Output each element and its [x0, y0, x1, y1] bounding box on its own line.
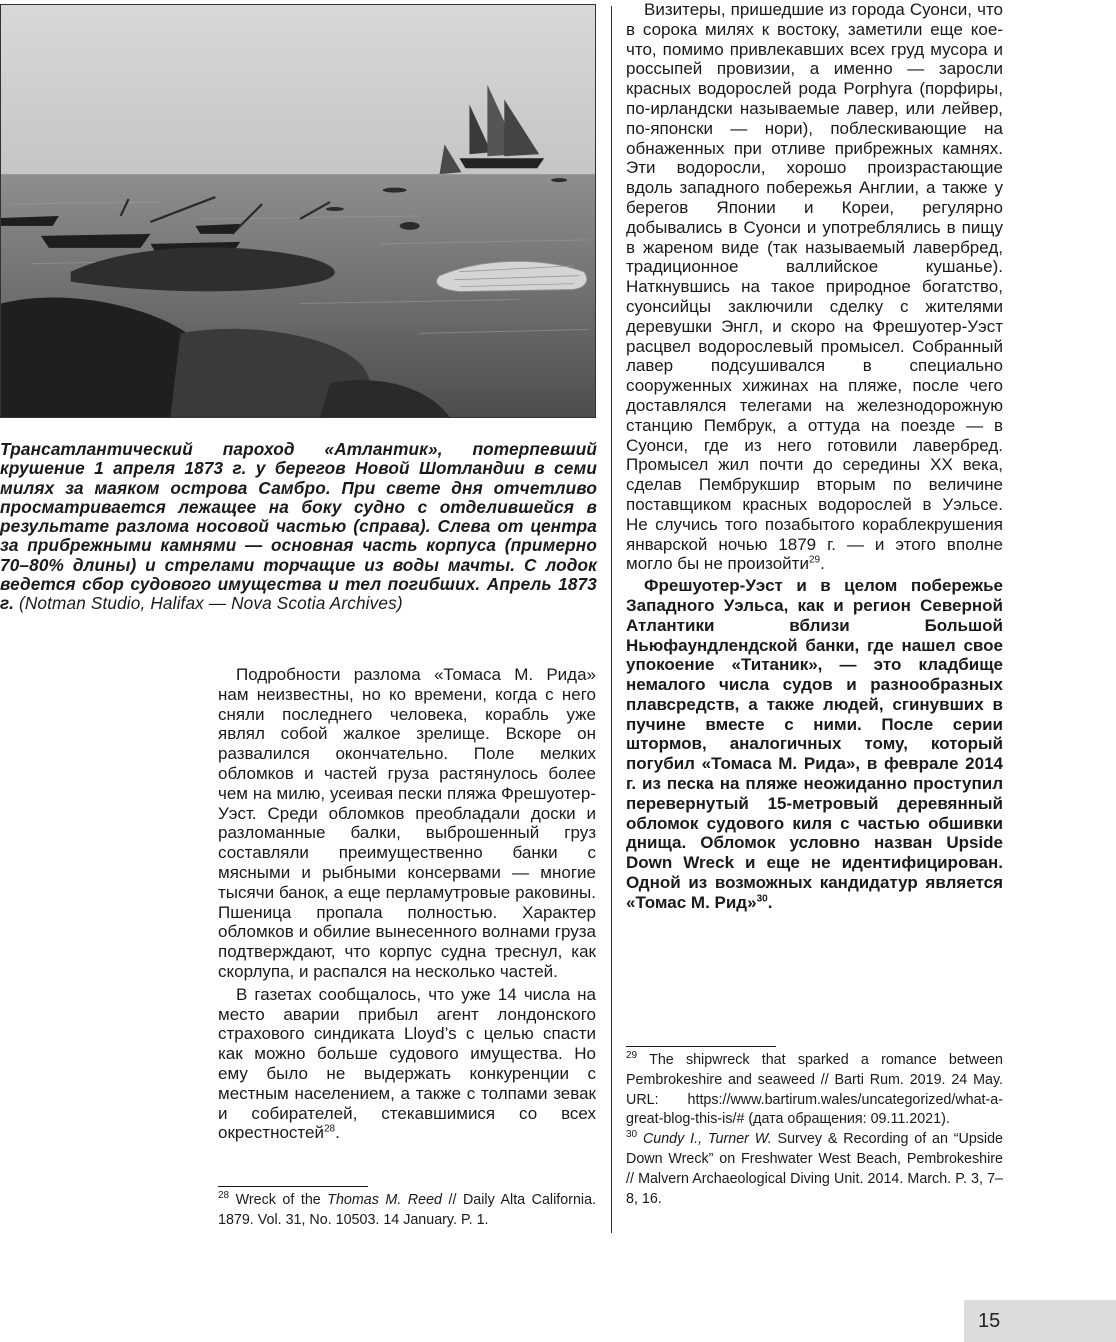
footnote-28-title: Thomas M. Reed	[327, 1192, 442, 1208]
page-number: 15	[964, 1300, 1116, 1342]
footnote-28-text-b: // Daily Alta California. 1879. Vol. 31, No. 10503. 14 January. P. 1.	[218, 1192, 597, 1228]
right-paragraph-2-text: Фрешуотер-Уэст и в целом побережье Западного Уэльса, как и регион Северной Атлантики вблизи Большой Ньюфаундлендской банки, где нашел свое упокоение «Титаник», — это кладбище немалого числа судов и разнообразных плавсредств, а также людей, сгинувших в пучине вместе с ними. После серии штормов, аналогичных тому, который погубил «Томаса М. Рида», в феврале 2014 г. из песка на пляже неожиданно проступил перевернутый 15-метровый деревянный обломок судового киля с частью обшивки днища. Обломок условно назван Upside Down Wreck и еще не идентифицирован. Одной из возможных кандидатур является «Томас М. Рид»	[626, 576, 1003, 912]
footnote-28-number: 28	[218, 1190, 230, 1202]
left-paragraph-2	[218, 985, 596, 1143]
footnote-ref-29[interactable]: 29	[808, 554, 821, 566]
left-paragraph-2-end: .	[335, 1123, 340, 1143]
right-paragraph-1-text: Визитеры, пришедшие из города Суонси, что в сорока милях к востоку, заметили еще кое-что, помимо привлекавших всех груд мусора и россыпей провизии, а именно — заросли красных водорослей рода Porphyra (порфиры, по-ирландски называемые лавер, или лейвер, по-японски — нори), поблескивающие на обнаженных при отливе прибрежных камнях. Эти водоросли, хорошо произрастающие вдоль западного побережья Англии, а также у берегов Японии и Кореи, регулярно добывались в Суонси и употреблялись в пищу в жареном виде (так называемый лавербред, традиционное валлийское кушанье). Наткнувшись на такое природное богатство, суонсийцы заключили сделку с жителями деревушки Энгл, и скоро на Фрешуотер-Уэст расцвел водорослевый промысел. Собранный лавер подсушивался в специально сооруженных хижинах на пляже, после чего доставлялся телегами на железнодорожную станцию Пембрук, а оттуда на поезде — в Суонси, где из него готовили лавербред. Промысел жил почти до середины XX века, сделав Пембрукшир вторым по величине поставщиком красных водорослей в Уэльсе. Не случись того позабытого кораблекрушения январской ночью 1879 г. — и этого вполне могло бы не произойти	[626, 0, 1003, 574]
footnote-30-text: Survey & Recording of an “Upside Down Wreck” on Freshwater West Beach, Pembrokeshire // Malvern Archaeological Diving Unit. 2014. March. P. 3, 7–8, 16.	[626, 1131, 1003, 1207]
photo-caption	[0, 440, 597, 614]
shipwreck-photo	[0, 4, 596, 418]
left-column	[218, 665, 596, 1143]
right-footnotes	[626, 1046, 1003, 1209]
right-paragraph-1-end: .	[820, 554, 825, 574]
left-paragraph-1: Подробности разлома «Томаса М. Рида» нам неизвестны, но ко времени, когда с него сняли последнего человека, корабль уже являл собой жалкое зрелище. Вскоре он развалился окончательно. Поле мелких обломков и частей груза растянулось более чем на милю, усеивая пески пляжа Фрешуотер-Уэст. Среди обломков преобладали доски и разломанные балки, выброшенный груз составляли преимущественно банки с мясными и рыбными консервами — многие тысячи банок, а еще перламутровые раковины. Пшеница пропала полностью. Характер обломков и обилие вынесенного волнами груза подтверждают, что корпус судна треснул, как скорлупа, и распался на несколько частей.	[218, 665, 596, 981]
footnote-ref-30[interactable]: 30	[756, 893, 768, 905]
column-divider	[611, 6, 612, 1233]
right-paragraph-2-end: .	[767, 892, 773, 912]
footnote-29-number: 29	[626, 1050, 638, 1062]
footnote-rule	[218, 1186, 368, 1187]
footnote-ref-28[interactable]: 28	[323, 1123, 336, 1135]
caption-credit: (Notman Studio, Halifax — Nova Scotia Archives)	[18, 593, 403, 614]
caption-text: Трансатлантический пароход «Атлантик», потерпевший крушение 1 апреля 1873 г. у берегов Новой Шотландии в семи милях за маяком острова Самбро. При свете дня отчетливо просматривается лежащее на боку судно с отделившейся в результате разлома носовой частью (справа). Слева от центра за прибрежными камнями — основная часть корпуса (примерно 70–80% длины) и стрелами торчащие из воды мачты. С лодок ведется сбор судового имущества и тел погибших. Апрель 1873 г.	[0, 439, 597, 614]
right-paragraph-1	[626, 0, 1003, 574]
footnote-28-text-a: Wreck of the	[229, 1192, 328, 1208]
shipwreck-photo-image	[1, 5, 595, 417]
footnote-rule-right	[626, 1046, 776, 1047]
footnote-30-number: 30	[626, 1129, 638, 1141]
sky	[1, 5, 595, 184]
footnote-30-authors: Cundy I., Turner W.	[637, 1131, 772, 1148]
right-column	[626, 0, 1003, 913]
left-paragraph-2-text: В газетах сообщалось, что уже 14 числа на место аварии прибыл агент лондонского страхового синдиката Lloyd’s с целью спасти как можно больше судового имущества. Но ему было не выдержать конкуренции с местным населением, а также с толпами зевак и собирателей, стекавшимися со всех окрестностей	[218, 984, 596, 1143]
footnote-29-text: The shipwreck that sparked a romance between Pembrokeshire and seaweed // Barti Rum. 2019. 24 May. URL: https://www.bartirum.wales/uncategorized/what-a-great-blog-this-is/# (дата обращения: 09.11.2021).	[626, 1052, 1003, 1128]
footnote-30	[626, 1130, 1003, 1209]
footnote-29	[626, 1051, 1003, 1130]
footnote-28	[218, 1191, 596, 1231]
right-paragraph-2	[626, 576, 1003, 913]
left-footnotes	[218, 1186, 596, 1231]
